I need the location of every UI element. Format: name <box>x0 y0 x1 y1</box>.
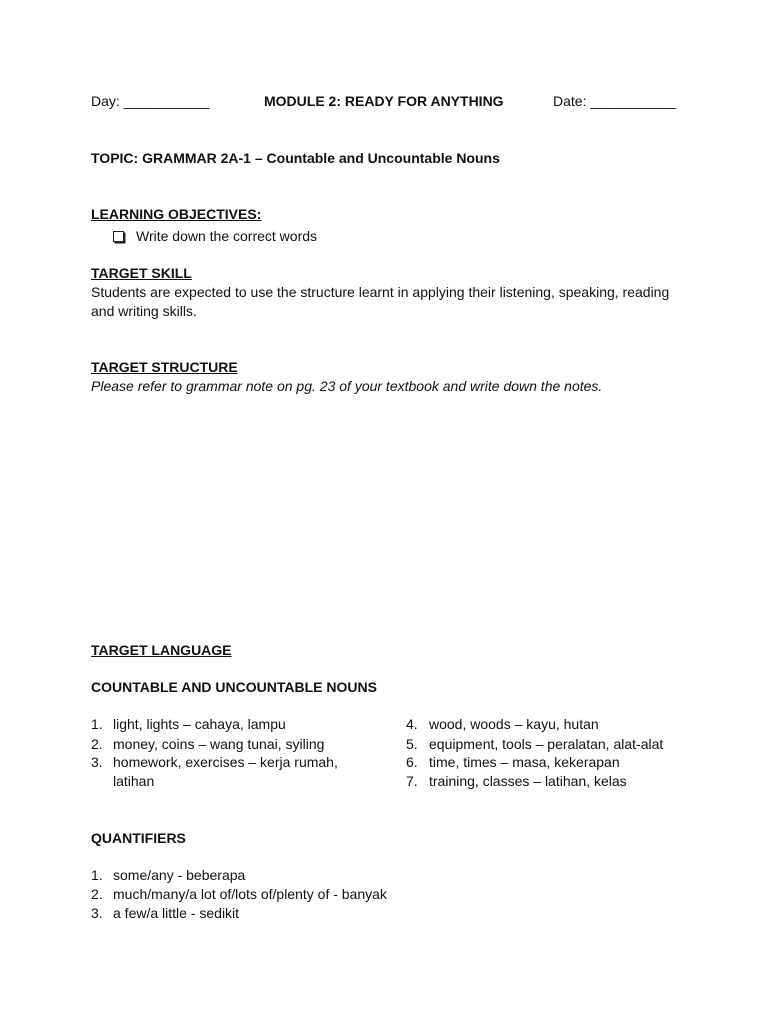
list-item-text: equipment, tools – peralatan, alat-alat <box>429 736 664 752</box>
checkbox-icon <box>113 231 124 242</box>
day-field: Day: ___________ <box>91 93 210 109</box>
list-item-text: training, classes – latihan, kelas <box>429 773 627 789</box>
objective-item <box>113 228 317 244</box>
list-item-text: a few/a little - sedikit <box>113 905 240 921</box>
list-number: 3. <box>91 754 103 770</box>
list-number: 1. <box>91 867 103 883</box>
target-skill-heading: TARGET SKILL <box>91 265 192 281</box>
list-item <box>91 716 103 732</box>
list-number: 4. <box>406 716 418 732</box>
target-structure-heading: TARGET STRUCTURE <box>91 359 238 375</box>
objective-item-label: Write down the correct words <box>136 228 318 244</box>
learning-objectives-heading: LEARNING OBJECTIVES: <box>91 206 262 222</box>
target-skill-text-line2: and writing skills. <box>91 303 197 319</box>
list-item-text: homework, exercises – kerja rumah, <box>113 754 338 770</box>
target-language-heading: TARGET LANGUAGE <box>91 642 232 658</box>
list-number: 3. <box>91 905 103 921</box>
list-item-text: time, times – masa, kekerapan <box>429 754 620 770</box>
list-number: 1. <box>91 716 103 732</box>
date-field: Date: ___________ <box>553 93 676 109</box>
target-skill-text-line1: Students are expected to use the structure learnt in applying their listening, speaking, reading <box>91 284 670 300</box>
countable-nouns-subheading: COUNTABLE AND UNCOUNTABLE NOUNS <box>91 679 377 695</box>
list-item-text: much/many/a lot of/lots of/plenty of - banyak <box>113 886 387 902</box>
list-item-text: money, coins – wang tunai, syiling <box>113 736 325 752</box>
list-number: 2. <box>91 886 103 902</box>
list-item-text: light, lights – cahaya, lampu <box>113 716 286 732</box>
list-number: 7. <box>406 773 418 789</box>
list-number: 6. <box>406 754 418 770</box>
list-item <box>91 736 103 752</box>
list-item-text: wood, woods – kayu, hutan <box>429 716 599 732</box>
list-item-text-continued: latihan <box>113 773 155 789</box>
quantifiers-heading: QUANTIFIERS <box>91 830 186 846</box>
list-item-text: some/any - beberapa <box>113 867 246 883</box>
topic-heading: TOPIC: GRAMMAR 2A-1 – Countable and Uncountable Nouns <box>91 150 500 166</box>
list-item <box>91 754 103 770</box>
list-number: 5. <box>406 736 418 752</box>
target-structure-text: Please refer to grammar note on pg. 23 of your textbook and write down the notes. <box>91 378 603 394</box>
list-number: 2. <box>91 736 103 752</box>
module-title: MODULE 2: READY FOR ANYTHING <box>264 93 504 109</box>
